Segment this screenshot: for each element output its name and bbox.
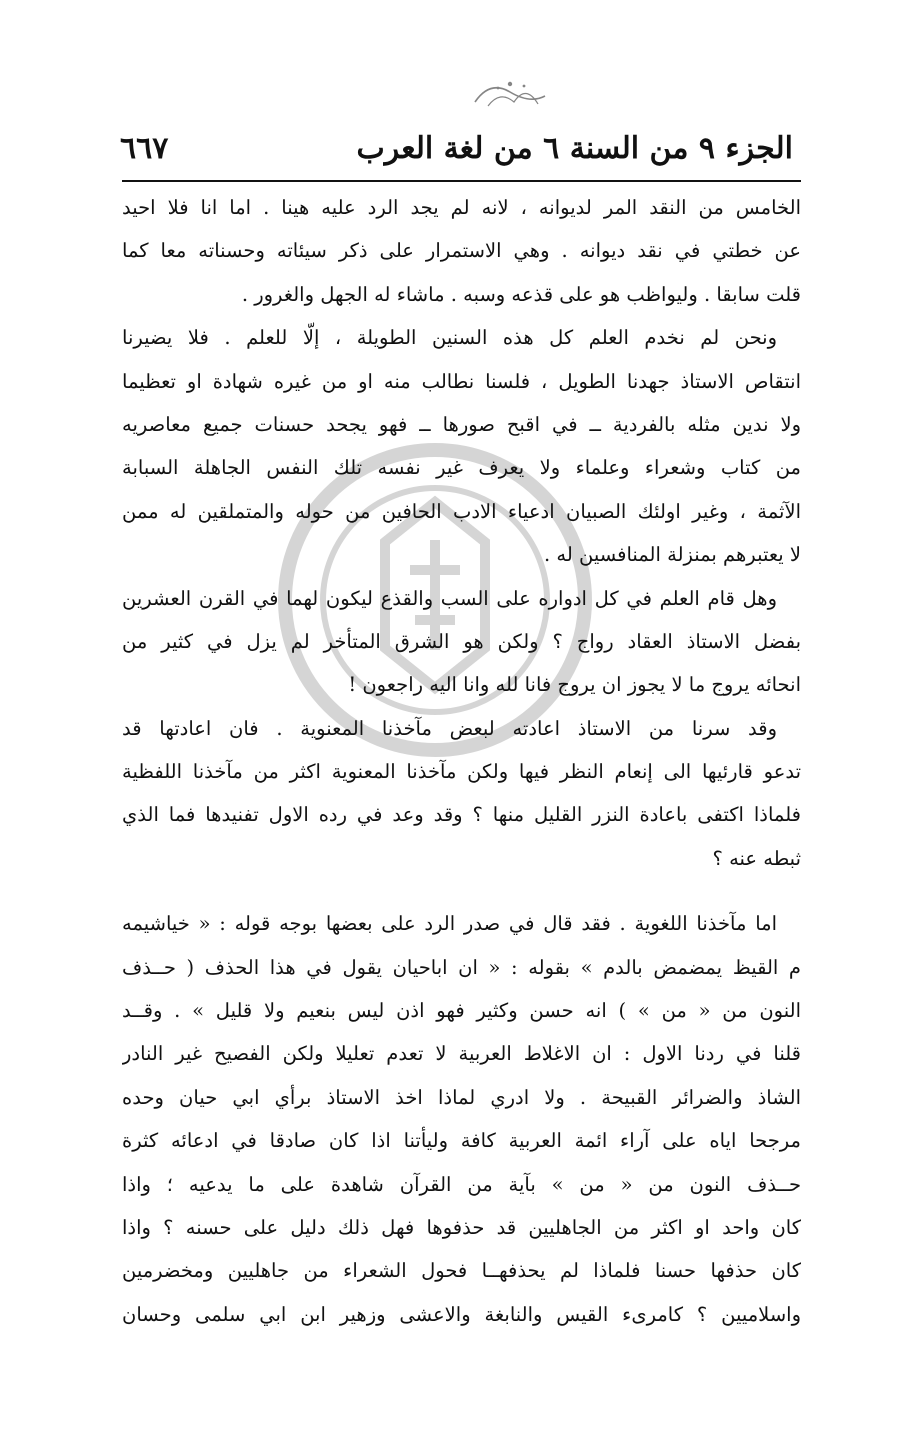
header-rule <box>122 180 801 182</box>
text-line: الشاذ والضرائر القبيحة . ولا ادري لماذا اخذ الاستاذ برأي ابي حيان وحده <box>122 1085 801 1109</box>
text-line: الآثمة ، وغير اولئك الصبيان ادعياء الادب الحافين من حوله والمتملقين له ممن <box>122 499 801 523</box>
text-line: انحائه يروج ما لا يجوز ان يروج فانا لله وانا اليه راجعون ! <box>348 673 801 697</box>
paragraph <box>122 707 801 881</box>
text-line: كان واحد او اكثر من الجاهليين قد حذفوها فهل ذلك دليل على حسنه ؟ واذا <box>122 1215 801 1239</box>
text-line: ونحن لم نخدم العلم كل هذه السنين الطويلة ، إلّا للعلم . فلا يضيرنا <box>122 326 777 350</box>
text-line: كان حذفها حسنا فلماذا لم يحذفهــا فحول الشعراء من جاهليين ومخضرمين <box>122 1259 801 1283</box>
text-line: قلت سابقا . وليواظب هو على قذعه وسبه . ماشاء له الجهل والغرور . <box>241 282 801 306</box>
text-line: وهل قام العلم في كل ادواره على السب والقذع ليكون لهما في القرن العشرين <box>122 586 777 610</box>
text-line: م القيظ يمضمض بالدم » بقوله : « ان اباحيان يقول في هذا الحذف ( حــذف <box>122 955 801 979</box>
paragraph <box>122 577 801 707</box>
text-line: حــذف النون من « من » بآية من القرآن شاهدة على ما يدعيه ؛ واذا <box>122 1172 801 1196</box>
text-line: تدعو قارئيها الى إنعام النظر فيها ولكن مآخذنا المعنوية اكثر من مآخذنا اللفظية <box>122 760 801 784</box>
text-line: انتقاص الاستاذ جهدنا الطويل ، فلسنا نطالب منه او من غيره شهادة او تعظيما <box>122 369 801 393</box>
paragraph <box>122 186 801 316</box>
text-line: الخامس من النقد المر لديوانه ، لانه لم يجد الرد عليه هينا . اما انا فلا احيد <box>122 196 801 219</box>
page-number: ٦٦٧ <box>120 130 169 166</box>
journal-header-title: الجزء ٩ من السنة ٦ من لغة العرب <box>356 130 793 166</box>
text-line: مرجحا اياه على آراء ائمة العربية كافة وليأتنا اذا كان صادقا في ادعائه كثرة <box>122 1129 801 1153</box>
text-line: لا يعتبرهم بمنزلة المنافسين له . <box>544 543 801 567</box>
text-line: النون من « من » ) انه حسن وكثير فهو اذن ليس بنعيم ولا قليل » . وقــد <box>122 999 801 1023</box>
text-line: فلماذا اكتفى باعادة النزر القليل منها ؟ وقد وعد في رده الاول تفنيدها فما الذي <box>122 803 801 827</box>
text-line: اما مآخذنا اللغوية . فقد قال في صدر الرد على بعضها بوجه قوله : « خياشيمه <box>122 912 777 936</box>
text-line: قلنا في ردنا الاول : ان الاغلاط العربية لا تعدم تعليلا ولكن الفصيح غير النادر <box>122 1042 801 1066</box>
paragraph <box>122 902 801 1336</box>
text-line: من كتاب وشعراء وعلماء ولا يعرف غير نفسه تلك النفس الجاهلة السبابة <box>122 456 801 480</box>
paragraph <box>122 316 801 576</box>
running-header <box>120 118 793 178</box>
text-line: ولا ندين مثله بالفردية ــ في اقبح صورها ــ فهو يجحد حسنات جميع معاصريه <box>122 412 801 436</box>
text-line: عن خطتي في نقد ديوانه . وهي الاستمرار على ذكر سيئاته وحسناته معا كما <box>122 239 801 263</box>
text-line: واسلاميين ؟ كامرىء القيس والنابغة والاعشى وزهير ابن ابي سلمى وحسان <box>122 1302 801 1326</box>
text-line: بفضل الاستاذ العقاد رواج ؟ ولكن هو الشرق المتأخر لم يزل في كثير من <box>122 629 801 653</box>
article-body <box>122 186 801 1336</box>
paragraph-gap <box>122 880 801 902</box>
text-line: ثبطه عنه ؟ <box>712 846 801 870</box>
ornament-seal-icon <box>470 72 550 114</box>
text-line: وقد سرنا من الاستاذ اعادته لبعض مآخذنا المعنوية . فان اعادتها قد <box>122 716 777 740</box>
